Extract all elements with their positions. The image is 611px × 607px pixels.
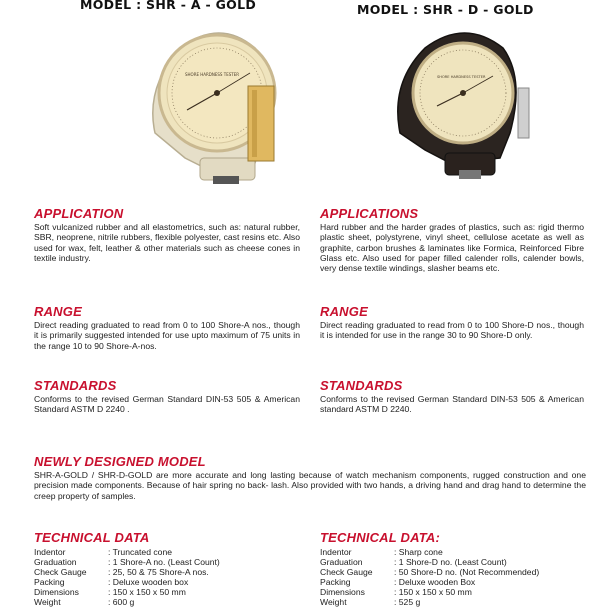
spec-value: : 150 x 150 x 50 mm: [394, 587, 472, 597]
svg-text:SHORE HARDNESS TESTER: SHORE HARDNESS TESTER: [437, 75, 486, 79]
spec-key: Graduation: [320, 557, 363, 567]
model-title-shr-a: MODEL : SHR - A - GOLD: [80, 0, 257, 12]
range-text-left: Direct reading graduated to read from 0 to 100 Shore-A nos., though it is primarily suggested intended for use upto maximum of 75 units in the range 10 to 90 Shore-A-nos.: [34, 320, 300, 351]
spec-value: : Truncated cone: [108, 547, 173, 557]
spec-value: : 150 x 150 x 50 mm: [108, 587, 186, 597]
newly-designed-heading: NEWLY DESIGNED MODEL: [34, 454, 206, 469]
spec-key: Indentor: [34, 547, 66, 557]
application-text-left: Soft vulcanized rubber and all elastometrics, such as: natural rubber, SBR, neoprene, nitrile rubbers, flexible polyester, cast resins etc. Also used for wax, felt, leather & other materials such as cheese cones in textile industry.: [34, 222, 300, 263]
spec-key: Dimensions: [320, 587, 365, 597]
svg-text:SHORE HARDNESS TESTER: SHORE HARDNESS TESTER: [185, 72, 240, 77]
spec-value: : 50 Shore-D no. (Not Recommended): [394, 567, 540, 577]
application-text-right: Hard rubber and the harder grades of plastics, such as: rigid thermo plastic sheet, polystyrene, vinyl sheet, cellulose acetate as well as graphite, carbon brushes & laminates like Formica, Reinforced Fibre Glass etc. Also used for paper filled calender rolls, calender bowls, very dense textile windings, slasher beams etc.: [320, 222, 584, 274]
spec-key: Check Gauge: [320, 567, 373, 577]
spec-key: Packing: [320, 577, 351, 587]
spec-row: [320, 577, 590, 587]
shore-a-gauge-drawing: [125, 18, 315, 198]
range-heading-right: RANGE: [320, 304, 368, 319]
application-heading-right: APPLICATIONS: [320, 206, 419, 221]
spec-key: Packing: [34, 577, 65, 587]
technical-data-table-left: [34, 547, 304, 607]
shore-a-gauge-image: [125, 18, 315, 198]
standards-text-right: Conforms to the revised German Standard DIN-53 505 & American standard ASTM D 2240.: [320, 394, 584, 415]
spec-value: : Deluxe wooden box: [108, 577, 189, 587]
shore-d-gauge-drawing: [385, 18, 555, 193]
spec-row: [34, 597, 304, 607]
spec-key: Graduation: [34, 557, 77, 567]
spec-value: : Deluxe wooden Box: [394, 577, 476, 587]
range-heading-left: RANGE: [34, 304, 82, 319]
spec-row: [34, 577, 304, 587]
spec-row: [34, 557, 304, 567]
spec-key: Weight: [320, 597, 347, 607]
spec-row: [320, 597, 590, 607]
technical-data-table-right: [320, 547, 590, 607]
spec-key: Check Gauge: [34, 567, 87, 577]
spec-value: : 1 Shore-D no. (Least Count): [394, 557, 507, 567]
spec-key: Weight: [34, 597, 61, 607]
spec-row: [320, 567, 590, 577]
spec-key: Dimensions: [34, 587, 79, 597]
range-text-right: Direct reading graduated to read from 0 to 100 Shore-D nos., though it is intended for use in the range 30 to 90 Shore-D only.: [320, 320, 584, 341]
spec-value: : Sharp cone: [394, 547, 443, 557]
spec-value: : 1 Shore-A no. (Least Count): [108, 557, 220, 567]
spec-value: : 525 g: [394, 597, 421, 607]
application-heading-left: APPLICATION: [34, 206, 124, 221]
spec-row: [34, 547, 304, 557]
technical-data-heading-right: TECHNICAL DATA:: [320, 530, 440, 545]
spec-row: [320, 547, 590, 557]
spec-row: [34, 587, 304, 597]
standards-text-left: Conforms to the revised German Standard DIN-53 505 & American Standard ASTM D 2240 .: [34, 394, 300, 415]
spec-row: [34, 567, 304, 577]
shore-d-gauge-image: [385, 18, 555, 193]
spec-row: [320, 587, 590, 597]
standards-heading-right: STANDARDS: [320, 378, 403, 393]
technical-data-heading-left: TECHNICAL DATA: [34, 530, 150, 545]
newly-designed-text: SHR-A-GOLD / SHR-D-GOLD are more accurate and long lasting because of watch mechanism components, rugged construction and one precision made components. Because of hair spring no back- lash. Also provided with two hands, a driving hand and drag hand to determine the creep property of samples.: [34, 470, 586, 501]
standards-heading-left: STANDARDS: [34, 378, 117, 393]
spec-value: : 25, 50 & 75 Shore-A nos.: [108, 567, 209, 577]
spec-row: [320, 557, 590, 567]
spec-value: : 600 g: [108, 597, 135, 607]
spec-key: Indentor: [320, 547, 352, 557]
model-title-shr-d: MODEL : SHR - D - GOLD: [357, 2, 534, 17]
